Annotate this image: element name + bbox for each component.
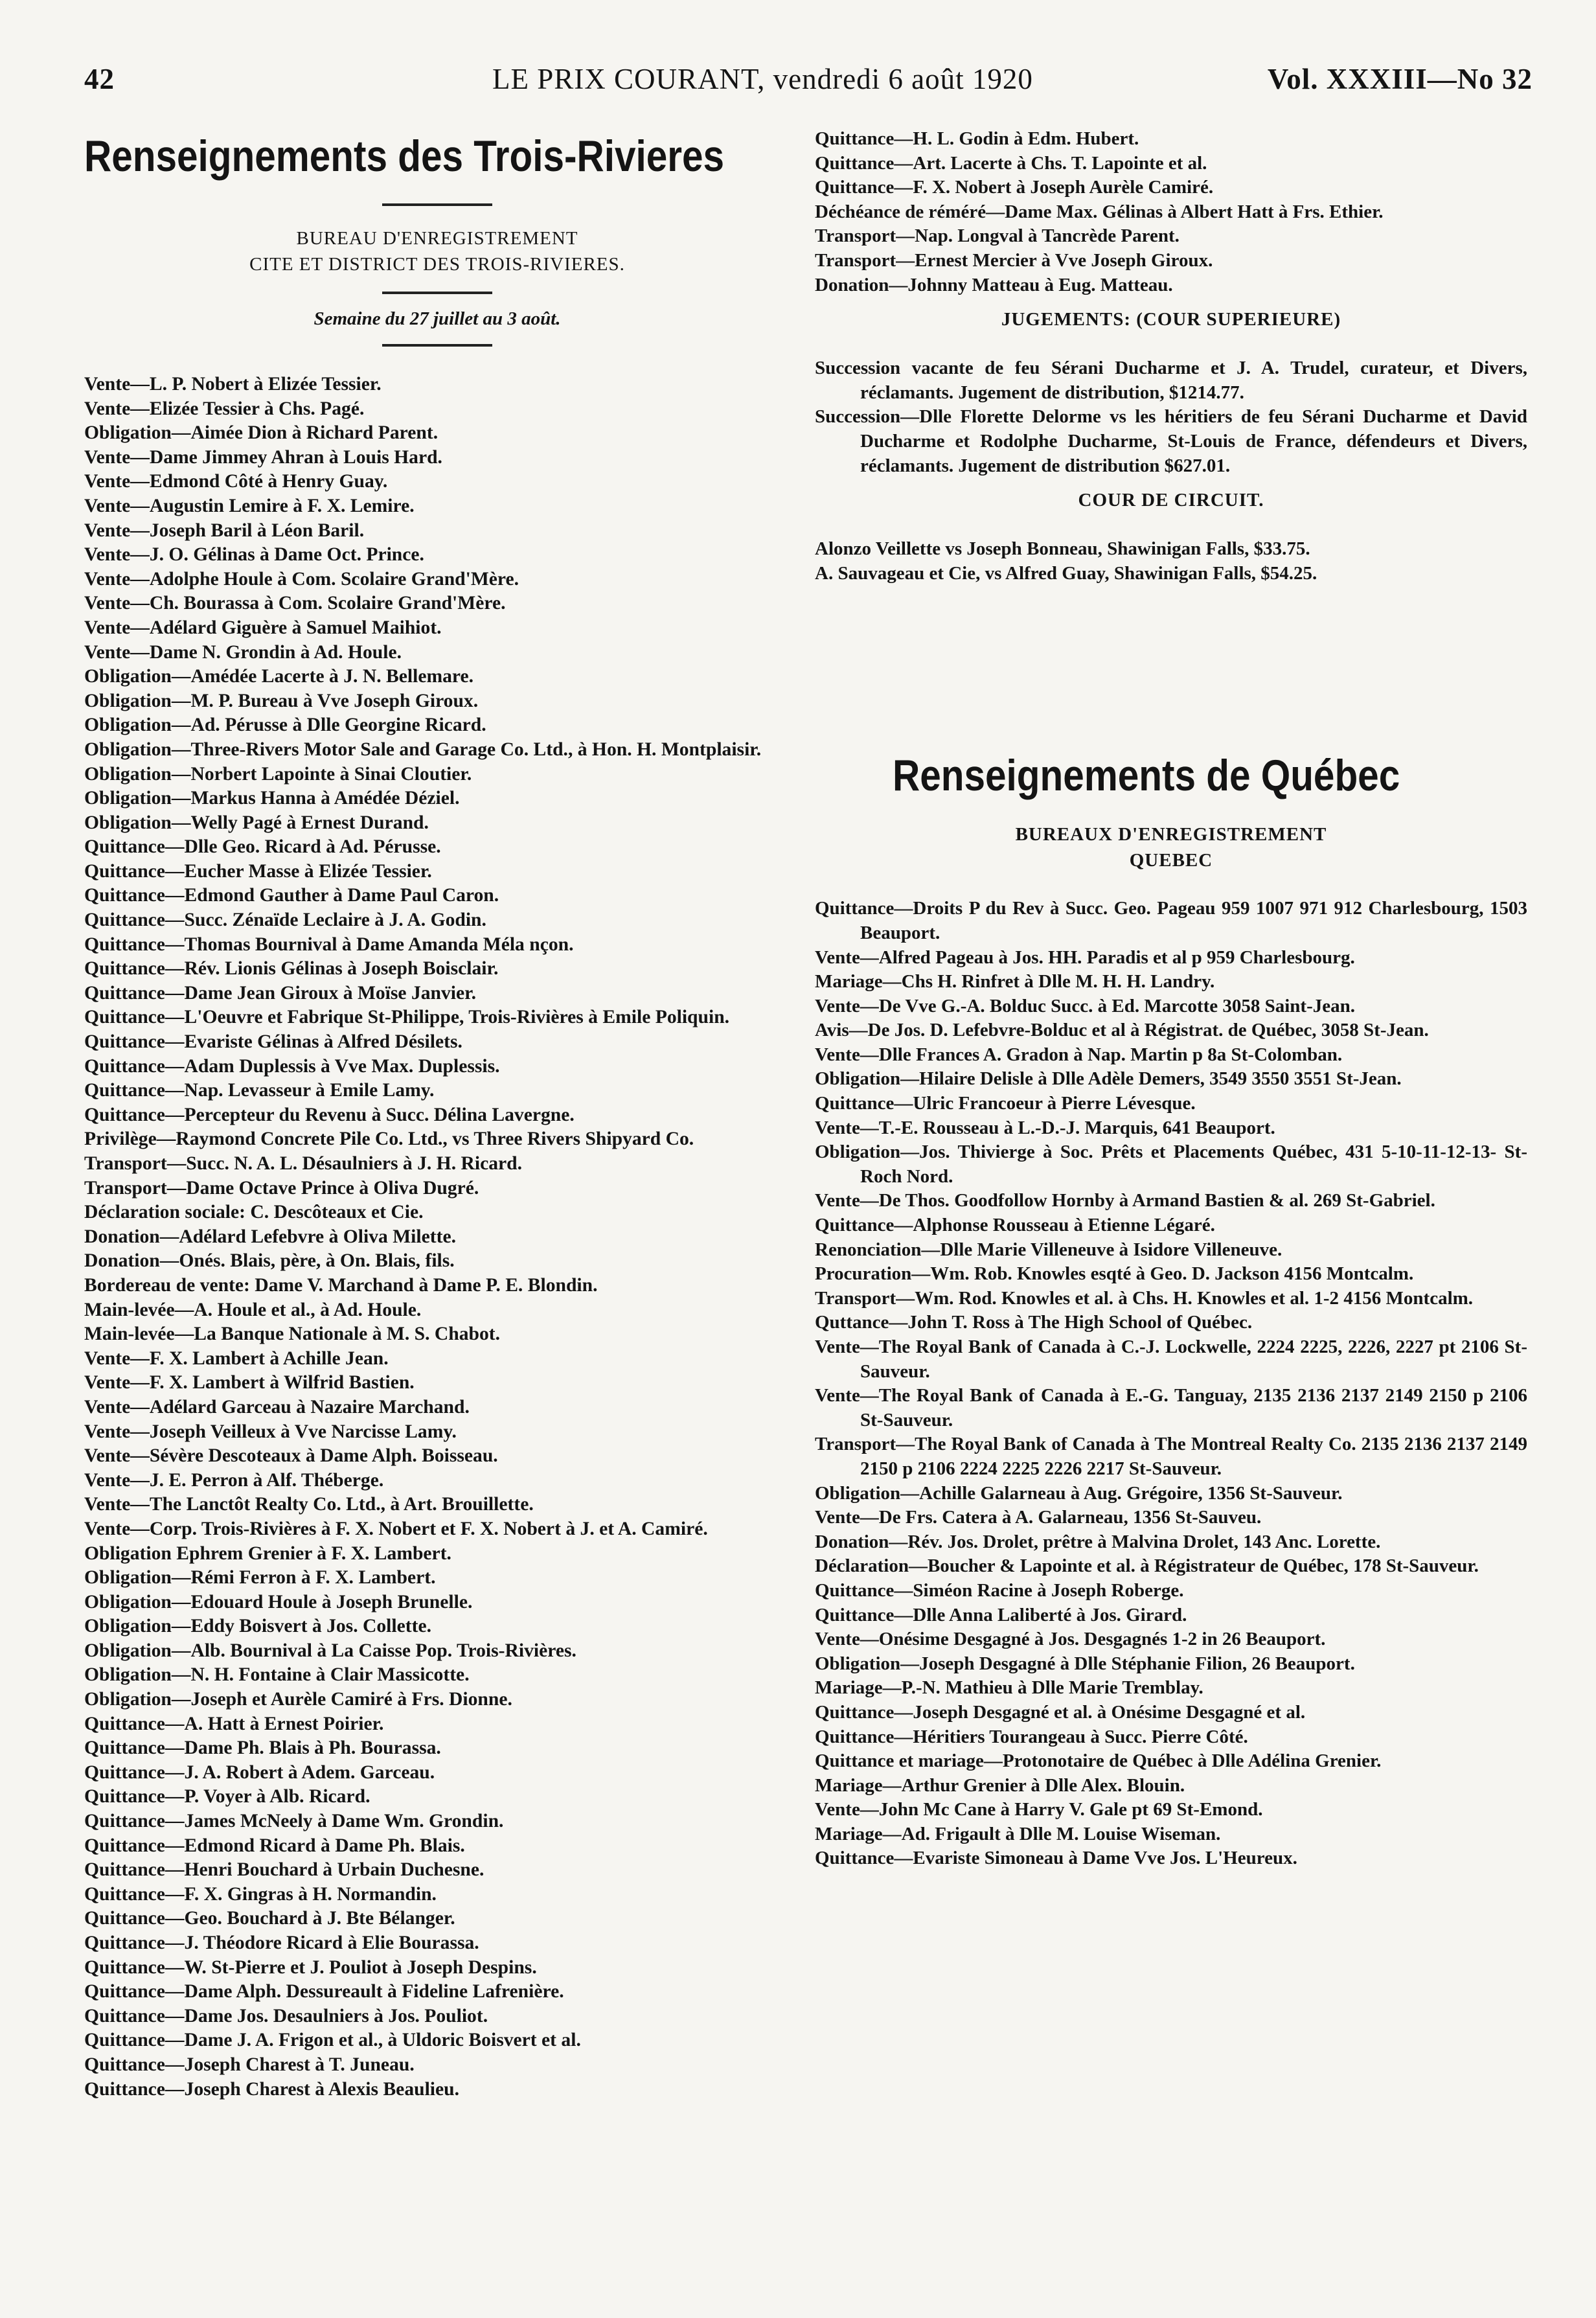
list-item: Quittance—Ulric Francoeur à Pierre Lévesque. <box>815 1093 1196 1114</box>
list-item: Déclaration sociale: C. Descôteaux et Cie. <box>84 1202 424 1223</box>
list-item: Quittance—Thomas Bournival à Dame Amanda Méla nçon. <box>84 934 574 955</box>
list-item: Vente—Dame N. Grondin à Ad. Houle. <box>84 641 402 663</box>
list-item: Quittance—Dame J. A. Frigon et al., à Uldoric Boisvert et al. <box>84 2030 581 2051</box>
list-item: Vente—Joseph Veilleux à Vve Narcisse Lamy. <box>84 1421 457 1442</box>
quebec-bureau-heading <box>815 821 1527 873</box>
list-item: Obligation—M. P. Bureau à Vve Joseph Giroux. <box>84 690 479 711</box>
publication-line: LE PRIX COURANT, vendredi 6 août 1920 <box>492 63 1033 95</box>
list-item: Vente—Elizée Tessier à Chs. Pagé. <box>84 398 365 419</box>
quebec-entries <box>815 897 1527 1871</box>
page-header <box>84 62 1533 101</box>
list-item: Obligation—Three-Rivers Motor Sale and Garage Co. Ltd., à Hon. H. Montplaisir. <box>84 739 762 760</box>
list-item: Vente—Edmond Côté à Henry Guay. <box>84 471 388 492</box>
list-item: Quittance—Art. Lacerte à Chs. T. Lapointe et al. <box>815 152 1207 174</box>
list-item: Quittance—Joseph Charest à Alexis Beaulieu. <box>84 2078 460 2100</box>
list-item: Quittance—Percepteur du Revenu à Succ. Délina Lavergne. <box>84 1104 575 1125</box>
list-item: Alonzo Veillette vs Joseph Bonneau, Shawinigan Falls, $33.75. <box>815 538 1310 560</box>
list-item: Vente—Dame Jimmey Ahran à Louis Hard. <box>84 446 442 468</box>
list-item: Quittance—P. Voyer à Alb. Ricard. <box>84 1786 370 1807</box>
quebec-bureau-line-2: QUEBEC <box>1129 850 1213 871</box>
list-item: Quittance—Adam Duplessis à Vve Max. Duplessis. <box>84 1055 500 1077</box>
list-item: Main-levée—La Banque Nationale à M. S. Chabot. <box>84 1324 501 1345</box>
list-item: Obligation—Achille Galarneau à Aug. Grégoire, 1356 St-Sauveur. <box>815 1482 1343 1504</box>
list-item: Obligation—Edouard Houle à Joseph Brunelle. <box>84 1591 473 1612</box>
list-item: Succession—Dlle Florette Delorme vs les héritiers de feu Sérani Ducharme et David Ducharme et Rodolphe Ducharme, St-Louis de France, défendeurs et Divers, réclamants. Jugement de distribution $627.01. <box>815 406 1527 476</box>
list-item: Vente—De Thos. Goodfollow Hornby à Armand Bastien & al. 269 St-Gabriel. <box>815 1190 1435 1211</box>
list-item: Obligation—N. H. Fontaine à Clair Massicotte. <box>84 1664 470 1686</box>
list-item: Vente—J. E. Perron à Alf. Théberge. <box>84 1469 384 1491</box>
list-item: Vente—De Vve G.-A. Bolduc Succ. à Ed. Marcotte 3058 Saint-Jean. <box>815 995 1355 1016</box>
list-item: Transport—Succ. N. A. L. Désaulniers à J. H. Ricard. <box>84 1153 523 1174</box>
list-item: Mariage—Ad. Frigault à Dlle M. Louise Wiseman. <box>815 1823 1221 1844</box>
list-item: Vente—The Lanctôt Realty Co. Ltd., à Art. Brouillette. <box>84 1494 534 1515</box>
list-item: Quittance—A. Hatt à Ernest Poirier. <box>84 1713 384 1734</box>
trois-rivieres-heading: Renseignements des Trois-Rivieres <box>84 132 725 181</box>
list-item: Obligation—Amédée Lacerte à J. N. Bellemare. <box>84 666 474 687</box>
list-item: Transport—Wm. Rod. Knowles et al. à Chs. H. Knowles et al. 1-2 4156 Montcalm. <box>815 1287 1474 1309</box>
list-item: Quittance—Dame Jean Giroux à Moïse Janvier. <box>84 982 476 1004</box>
list-item: Vente—T.-E. Rousseau à L.-D.-J. Marquis, 641 Beauport. <box>815 1117 1275 1138</box>
list-item: Vente—L. P. Nobert à Elizée Tessier. <box>84 374 382 395</box>
left-column <box>84 130 790 2102</box>
list-item: Quittance—Henri Bouchard à Urbain Duchesne. <box>84 1859 484 1881</box>
list-item: Quittance—L'Oeuvre et Fabrique St-Philippe, Trois-Rivières à Emile Poliquin. <box>84 1007 730 1028</box>
list-item: Quittance—J. A. Robert à Adem. Garceau. <box>84 1761 435 1783</box>
list-item: Vente—Adélard Garceau à Nazaire Marchand. <box>84 1396 470 1417</box>
list-item: Bordereau de vente: Dame V. Marchand à Dame P. E. Blondin. <box>84 1274 598 1296</box>
list-item: Obligation—Welly Pagé à Ernest Durand. <box>84 812 429 833</box>
list-item: Donation—Onés. Blais, père, à On. Blais, fils. <box>84 1250 455 1272</box>
jugements-heading: JUGEMENTS: (COUR SUPERIEURE) <box>1001 309 1341 330</box>
list-item: Transport—Ernest Mercier à Vve Joseph Giroux. <box>815 249 1213 271</box>
list-item: Obligation—Hilaire Delisle à Dlle Adèle Demers, 3549 3550 3551 St-Jean. <box>815 1068 1402 1090</box>
list-item: Vente—Onésime Desgagné à Jos. Desgagnés 1-2 in 26 Beauport. <box>815 1629 1326 1650</box>
list-item: Quittance et mariage—Protonotaire de Québec à Dlle Adélina Grenier. <box>815 1750 1382 1772</box>
list-item: Quittance—Succ. Zénaïde Leclaire à J. A. Godin. <box>84 910 486 931</box>
jugements-list <box>815 356 1527 478</box>
list-item: Obligation—Jos. Thivierge à Soc. Prêts et Placements Québec, 431 5-10-11-12-13- St-Roch Nord. <box>815 1142 1527 1187</box>
list-item: Mariage—P.-N. Mathieu à Dlle Marie Tremblay. <box>815 1677 1203 1699</box>
list-item: Quittance—Dame Alph. Dessureault à Fideline Lafrenière. <box>84 1981 564 2002</box>
circuit-list <box>815 537 1527 586</box>
list-item: Obligation—Joseph Desgagné à Dlle Stéphanie Filion, 26 Beauport. <box>815 1653 1355 1674</box>
list-item: Déclaration—Boucher & Lapointe et al. à Régistrateur de Québec, 178 St-Sauveur. <box>815 1555 1479 1577</box>
trois-rivieres-entries <box>84 373 790 2102</box>
list-item: Quittance—Dlle Anna Laliberté à Jos. Girard. <box>815 1604 1187 1625</box>
quebec-heading: Renseignements de Québec <box>893 751 1400 801</box>
list-item: Vente—F. X. Lambert à Achille Jean. <box>84 1348 389 1369</box>
list-item: Vente—The Royal Bank of Canada à E.-G. Tanguay, 2135 2136 2137 2149 2150 p 2106 St-Sauveur. <box>815 1385 1527 1430</box>
list-item: Procuration—Wm. Rob. Knowles esqté à Geo. D. Jackson 4156 Montcalm. <box>815 1263 1414 1285</box>
week-label: Semaine du 27 juillet au 3 août. <box>314 308 561 329</box>
list-item: Quittance—Evariste Simoneau à Dame Vve Jos. L'Heureux. <box>815 1848 1297 1869</box>
list-item: Quittance—Siméon Racine à Joseph Roberge. <box>815 1579 1184 1601</box>
divider <box>382 292 492 294</box>
list-item: Quittance—Nap. Levasseur à Emile Lamy. <box>84 1080 435 1101</box>
list-item: Obligation—Norbert Lapointe à Sinai Cloutier. <box>84 763 472 785</box>
list-item: Mariage—Arthur Grenier à Dlle Alex. Blouin. <box>815 1774 1185 1796</box>
list-item: Obligation—Alb. Bournival à La Caisse Pop. Trois-Rivières. <box>84 1640 576 1661</box>
list-item: Vente—Augustin Lemire à F. X. Lemire. <box>84 495 415 516</box>
list-item: Quittance—Edmond Gauther à Dame Paul Caron. <box>84 885 499 906</box>
list-item: Vente—De Frs. Catera à A. Galarneau, 1356 St-Sauveu. <box>815 1507 1262 1528</box>
circuit-heading: COUR DE CIRCUIT. <box>1078 490 1264 511</box>
list-item: Quittance—Rév. Lionis Gélinas à Joseph Boisclair. <box>84 958 499 980</box>
list-item: Quittance—Dame Ph. Blais à Ph. Bourassa. <box>84 1738 441 1759</box>
list-item: Vente—Corp. Trois-Rivières à F. X. Nobert et F. X. Nobert à J. et A. Camiré. <box>84 1518 708 1539</box>
list-item: Mariage—Chs H. Rinfret à Dlle M. H. H. Landry. <box>815 971 1215 993</box>
list-item: Vente—Alfred Pageau à Jos. HH. Paradis et al p 959 Charlesbourg. <box>815 947 1355 968</box>
list-item: Privilège—Raymond Concrete Pile Co. Ltd., vs Three Rivers Shipyard Co. <box>84 1129 694 1150</box>
list-item: Donation—Rév. Jos. Drolet, prêtre à Malvina Drolet, 143 Anc. Lorette. <box>815 1531 1381 1552</box>
divider <box>382 344 492 347</box>
bureau-heading <box>84 203 790 277</box>
list-item: Transport—Dame Octave Prince à Oliva Dugré. <box>84 1177 479 1199</box>
list-item: Quittance—Joseph Desgagné et al. à Onésime Desgagné et al. <box>815 1701 1306 1723</box>
quebec-bureau-line-1: BUREAUX D'ENREGISTREMENT <box>1015 824 1327 845</box>
list-item: Quittance—Héritiers Tourangeau à Succ. Pierre Côté. <box>815 1726 1248 1747</box>
list-item: Vente—John Mc Cane à Harry V. Gale pt 69 St-Emond. <box>815 1799 1263 1820</box>
list-item: Obligation—Eddy Boisvert à Jos. Collette. <box>84 1616 431 1637</box>
list-item: Obligation—Ad. Pérusse à Dlle Georgine Ricard. <box>84 715 486 736</box>
trois-rivieres-continued <box>815 127 1527 297</box>
list-item: Obligation—Joseph et Aurèle Camiré à Frs. Dionne. <box>84 1689 512 1710</box>
list-item: Main-levée—A. Houle et al., à Ad. Houle. <box>84 1299 422 1320</box>
list-item: Vente—Ch. Bourassa à Com. Scolaire Grand'Mère. <box>84 593 506 614</box>
list-item: Quittance—F. X. Gingras à H. Normandin. <box>84 1883 437 1905</box>
page-number: 42 <box>84 63 115 95</box>
list-item: Renonciation—Dlle Marie Villeneuve à Isidore Villeneuve. <box>815 1239 1282 1260</box>
list-item: Quittance—Dlle Geo. Ricard à Ad. Pérusse. <box>84 836 441 858</box>
right-column <box>815 127 1527 1871</box>
list-item: Vente—Sévère Descoteaux à Dame Alph. Boisseau. <box>84 1445 498 1467</box>
list-item: Vente—Joseph Baril à Léon Baril. <box>84 520 365 541</box>
list-item: Quittance—W. St-Pierre et J. Pouliot à Joseph Despins. <box>84 1957 537 1978</box>
bureau-line-1: BUREAU D'ENREGISTREMENT <box>296 228 578 249</box>
list-item: Quttance—John T. Ross à The High School of Québec. <box>815 1312 1253 1333</box>
list-item: Quittance—H. L. Godin à Edm. Hubert. <box>815 128 1139 149</box>
list-item: Transport—The Royal Bank of Canada à The Montreal Realty Co. 2135 2136 2137 2149 2150 p 2106 2224 2225 2226 2217 St-Sauveur. <box>815 1434 1527 1479</box>
list-item: Donation—Johnny Matteau à Eug. Matteau. <box>815 274 1173 295</box>
list-item: Avis—De Jos. D. Lefebvre-Bolduc et al à Régistrat. de Québec, 3058 St-Jean. <box>815 1020 1429 1041</box>
list-item: Vente—Dlle Frances A. Gradon à Nap. Martin p 8a St-Colomban. <box>815 1044 1343 1065</box>
list-item: Obligation Ephrem Grenier à F. X. Lambert. <box>84 1543 451 1564</box>
list-item: Quittance—Dame Jos. Desaulniers à Jos. Pouliot. <box>84 2005 488 2026</box>
divider <box>382 203 492 206</box>
list-item: Quittance—Droits P du Rev à Succ. Geo. Pageau 959 1007 971 912 Charlesbourg, 1503 Beauport. <box>815 898 1527 943</box>
list-item: Obligation—Rémi Ferron à F. X. Lambert. <box>84 1567 436 1589</box>
list-item: Quittance—Evariste Gélinas à Alfred Désilets. <box>84 1031 462 1053</box>
volume-number: Vol. XXXIII—No 32 <box>1267 63 1533 95</box>
list-item: Vente—Adélard Giguère à Samuel Maihiot. <box>84 617 442 638</box>
list-item: A. Sauvageau et Cie, vs Alfred Guay, Shawinigan Falls, $54.25. <box>815 562 1317 584</box>
list-item: Donation—Adélard Lefebvre à Oliva Milette. <box>84 1226 456 1247</box>
list-item: Succession vacante de feu Sérani Ducharme et J. A. Trudel, curateur, et Divers, réclamants. Jugement de distribution, $1214.77. <box>815 358 1527 403</box>
bureau-line-2: CITE ET DISTRICT DES TROIS-RIVIERES. <box>249 254 625 275</box>
list-item: Quittance—Geo. Bouchard à J. Bte Bélanger. <box>84 1908 455 1929</box>
list-item: Quittance—Edmond Ricard à Dame Ph. Blais. <box>84 1835 465 1856</box>
list-item: Quittance—James McNeely à Dame Wm. Grondin. <box>84 1811 504 1832</box>
list-item: Transport—Nap. Longval à Tancrède Parent. <box>815 225 1180 247</box>
list-item: Quittance—Eucher Masse à Elizée Tessier. <box>84 860 432 882</box>
list-item: Quittance—F. X. Nobert à Joseph Aurèle Camiré. <box>815 177 1214 198</box>
list-item: Vente—Adolphe Houle à Com. Scolaire Grand'Mère. <box>84 568 519 590</box>
list-item: Vente—F. X. Lambert à Wilfrid Bastien. <box>84 1372 415 1394</box>
list-item: Vente—J. O. Gélinas à Dame Oct. Prince. <box>84 544 424 566</box>
list-item: Déchéance de réméré—Dame Max. Gélinas à Albert Hatt à Frs. Ethier. <box>815 201 1384 222</box>
list-item: Obligation—Aimée Dion à Richard Parent. <box>84 422 439 444</box>
list-item: Quittance—Joseph Charest à T. Juneau. <box>84 2054 415 2075</box>
list-item: Quittance—Alphonse Rousseau à Etienne Légaré. <box>815 1215 1215 1236</box>
list-item: Vente—The Royal Bank of Canada à C.-J. Lockwelle, 2224 2225, 2226, 2227 pt 2106 St-Sauveur. <box>815 1337 1527 1382</box>
list-item: Quittance—J. Théodore Ricard à Elie Bourassa. <box>84 1933 479 1953</box>
list-item: Obligation—Markus Hanna à Amédée Déziel. <box>84 788 460 809</box>
